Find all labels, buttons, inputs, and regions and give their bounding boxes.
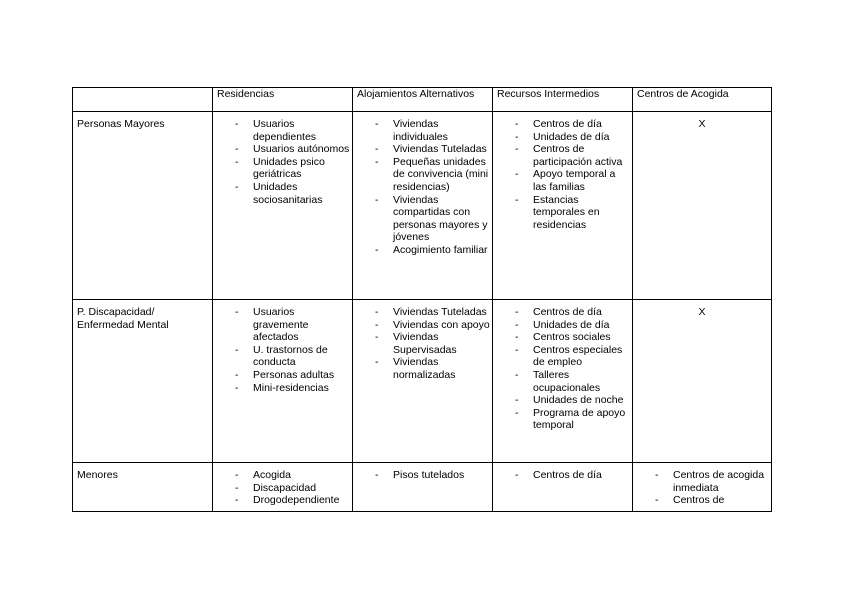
dash-bullet: - xyxy=(515,368,519,381)
list-item-text: Pisos tutelados xyxy=(393,469,465,481)
list-item xyxy=(353,118,492,143)
dash-bullet: - xyxy=(375,155,379,168)
header-row xyxy=(73,88,772,112)
list-item xyxy=(493,469,632,482)
list-item xyxy=(213,344,352,369)
header-acogida: Centros de Acogida xyxy=(633,88,772,112)
cell-recursos xyxy=(493,300,633,463)
list-item xyxy=(213,469,352,482)
dash-bullet: - xyxy=(655,494,659,507)
cell-residencias xyxy=(213,300,353,463)
cell-recursos xyxy=(493,463,633,512)
dash-bullet: - xyxy=(235,381,239,394)
dash-bullet: - xyxy=(235,494,239,507)
dash-bullet: - xyxy=(375,469,379,481)
list-item xyxy=(213,369,352,382)
dash-bullet: - xyxy=(375,356,379,369)
list-item xyxy=(213,482,352,495)
table-row xyxy=(73,300,772,463)
dash-bullet: - xyxy=(515,193,519,206)
item-list xyxy=(213,463,352,507)
item-list xyxy=(213,300,352,394)
header-alojamientos: Alojamientos Alternativos xyxy=(353,88,493,112)
dash-bullet: - xyxy=(235,306,239,318)
row-label: P. Discapacidad/ Enfermedad Mental xyxy=(77,306,169,331)
dash-bullet: - xyxy=(375,193,379,206)
list-item xyxy=(493,369,632,394)
cell-alojamientos xyxy=(353,300,493,463)
list-item xyxy=(493,407,632,432)
dash-bullet: - xyxy=(515,343,519,356)
list-item xyxy=(213,156,352,181)
list-item xyxy=(213,118,352,143)
cell-recursos xyxy=(493,112,633,300)
list-item-text: Personas adultas xyxy=(253,368,335,381)
table-row xyxy=(73,112,772,300)
list-item-text: Usuarios gravemente afectados xyxy=(253,306,309,344)
item-list xyxy=(493,463,632,482)
dash-bullet: - xyxy=(235,469,239,481)
cell-alojamientos xyxy=(353,112,493,300)
header-residencias: Residencias xyxy=(213,88,353,112)
list-item-text: Unidades de día xyxy=(533,318,610,331)
dash-bullet: - xyxy=(515,306,519,318)
list-item xyxy=(493,118,632,131)
dash-bullet: - xyxy=(375,243,379,256)
dash-bullet: - xyxy=(515,318,519,331)
cell-acogida xyxy=(633,300,772,463)
list-item-text: Drogodependiente xyxy=(253,494,340,507)
list-item-text: Centros de día xyxy=(533,306,602,318)
row-label-cell xyxy=(73,112,213,300)
list-item-text: Centros de xyxy=(673,494,725,507)
list-item xyxy=(353,143,492,156)
cell-residencias xyxy=(213,112,353,300)
list-item xyxy=(493,143,632,168)
dash-bullet: - xyxy=(375,331,379,344)
list-item-text: U. trastornos de conducta xyxy=(253,343,328,369)
list-item xyxy=(493,394,632,407)
dash-bullet: - xyxy=(235,143,239,156)
list-item xyxy=(213,494,352,507)
dash-bullet: - xyxy=(515,168,519,181)
dash-bullet: - xyxy=(515,394,519,407)
list-item xyxy=(493,194,632,232)
list-item-text: Discapacidad xyxy=(253,481,317,494)
list-item-text: Centros especiales de empleo xyxy=(533,343,623,369)
list-item-text: Viviendas Supervisadas xyxy=(393,331,457,356)
header-empty xyxy=(73,88,213,112)
dash-bullet: - xyxy=(235,481,239,494)
list-item xyxy=(213,143,352,156)
dash-bullet: - xyxy=(235,343,239,356)
x-mark: X xyxy=(698,306,706,318)
list-item-text: Unidades de noche xyxy=(533,394,624,407)
list-item-text: Unidades sociosanitarias xyxy=(253,180,323,206)
list-item-text: Pequeñas unidades de convivencia (mini residencias) xyxy=(393,155,489,193)
row-label: Personas Mayores xyxy=(77,118,165,130)
list-item xyxy=(493,131,632,144)
list-item-text: Talleres ocupacionales xyxy=(533,368,601,394)
list-item xyxy=(493,331,632,344)
list-item xyxy=(213,306,352,344)
list-item-text: Apoyo temporal a las familias xyxy=(533,168,616,193)
list-item xyxy=(353,356,492,381)
list-item xyxy=(353,469,492,482)
cell-alojamientos xyxy=(353,463,493,512)
list-item-text: Mini-residencias xyxy=(253,381,329,394)
list-item-text: Usuarios dependientes xyxy=(253,118,317,143)
list-item xyxy=(353,244,492,257)
row-label-cell xyxy=(73,463,213,512)
list-item xyxy=(633,494,771,507)
dash-bullet: - xyxy=(515,469,519,481)
dash-bullet: - xyxy=(655,469,659,481)
header-recursos: Recursos Intermedios xyxy=(493,88,633,112)
dash-bullet: - xyxy=(235,155,239,168)
list-item xyxy=(493,306,632,319)
list-item-text: Centros de acogida inmediata xyxy=(673,469,765,494)
dash-bullet: - xyxy=(515,118,519,130)
dash-bullet: - xyxy=(235,368,239,381)
list-item xyxy=(493,344,632,369)
list-item-text: Centros de día xyxy=(533,469,602,481)
list-item-text: Viviendas compartidas con personas mayores y jóvenes xyxy=(393,193,488,244)
dash-bullet: - xyxy=(515,331,519,344)
list-item-text: Centros sociales xyxy=(533,331,611,344)
item-list xyxy=(353,112,492,257)
list-item-text: Viviendas Tuteladas xyxy=(393,143,487,156)
item-list xyxy=(493,300,632,432)
list-item xyxy=(353,331,492,356)
list-item-text: Usuarios autónomos xyxy=(253,143,350,156)
table-row xyxy=(73,463,772,512)
list-item-text: Estancias temporales en residencias xyxy=(533,193,600,231)
dash-bullet: - xyxy=(375,318,379,331)
item-list xyxy=(353,300,492,382)
list-item xyxy=(633,469,771,494)
x-mark: X xyxy=(698,118,706,130)
list-item-text: Viviendas normalizadas xyxy=(393,356,456,381)
list-item-text: Viviendas individuales xyxy=(393,118,448,143)
list-item-text: Programa de apoyo temporal xyxy=(533,406,626,432)
item-list xyxy=(353,463,492,482)
dash-bullet: - xyxy=(235,118,239,130)
dash-bullet: - xyxy=(235,180,239,193)
list-item-text: Centros de participación activa xyxy=(533,143,623,168)
list-item xyxy=(353,156,492,194)
dash-bullet: - xyxy=(375,118,379,130)
item-list xyxy=(633,463,771,507)
list-item-text: Unidades de día xyxy=(533,130,610,143)
list-item xyxy=(353,306,492,319)
row-label: Menores xyxy=(77,469,118,481)
list-item-text: Acogimiento familiar xyxy=(393,243,488,256)
resources-table xyxy=(72,87,772,512)
item-list xyxy=(493,112,632,231)
dash-bullet: - xyxy=(515,143,519,156)
dash-bullet: - xyxy=(515,130,519,143)
row-label-cell xyxy=(73,300,213,463)
cell-residencias xyxy=(213,463,353,512)
dash-bullet: - xyxy=(375,306,379,318)
dash-bullet: - xyxy=(515,406,519,419)
item-list xyxy=(213,112,352,206)
list-item-text: Viviendas con apoyo xyxy=(393,318,490,331)
list-item xyxy=(213,382,352,395)
list-item-text: Unidades psico geriátricas xyxy=(253,155,325,181)
cell-acogida xyxy=(633,463,772,512)
list-item-text: Acogida xyxy=(253,469,291,481)
list-item xyxy=(353,194,492,244)
list-item-text: Viviendas Tuteladas xyxy=(393,306,487,318)
cell-acogida xyxy=(633,112,772,300)
list-item xyxy=(213,181,352,206)
list-item-text: Centros de día xyxy=(533,118,602,130)
list-item xyxy=(493,168,632,193)
dash-bullet: - xyxy=(375,143,379,156)
list-item xyxy=(353,319,492,332)
list-item xyxy=(493,319,632,332)
